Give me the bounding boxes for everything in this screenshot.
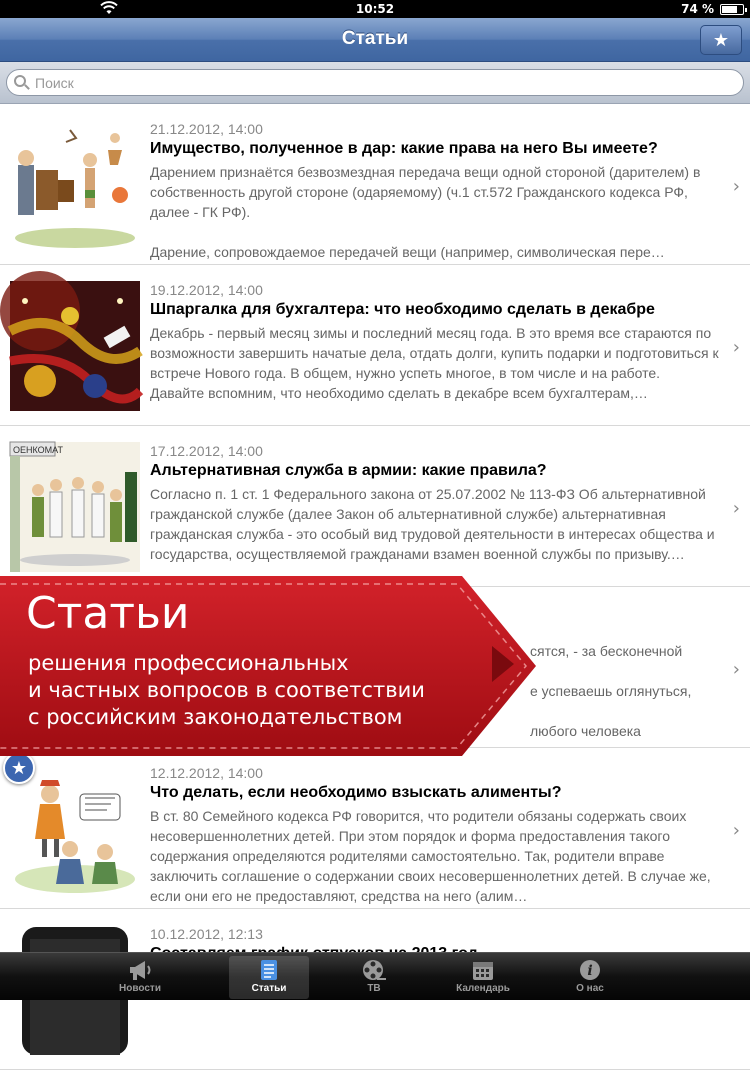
- article-date: 19.12.2012, 14:00: [150, 282, 263, 298]
- star-icon: ★: [712, 30, 730, 50]
- svg-text:i: i: [587, 963, 593, 979]
- search-field[interactable]: [6, 69, 744, 96]
- tab-tv[interactable]: [334, 956, 414, 999]
- tab-label: О нас: [576, 983, 604, 994]
- tab-calendar[interactable]: [443, 956, 523, 999]
- tab-label: Статьи: [251, 983, 287, 994]
- chevron-right-icon: ›: [732, 176, 740, 197]
- article-thumbnail: [10, 120, 140, 250]
- search-icon: [14, 75, 26, 87]
- tab-news[interactable]: [100, 956, 180, 999]
- search-bar: [0, 62, 750, 104]
- list-item[interactable]: [0, 426, 750, 587]
- tab-about[interactable]: [550, 956, 630, 999]
- chevron-right-icon: ›: [732, 498, 740, 519]
- list-item[interactable]: [0, 748, 750, 909]
- article-thumbnail: [10, 442, 140, 572]
- article-title: Альтернативная служба в армии: какие правила?: [150, 462, 547, 479]
- tab-articles[interactable]: [229, 956, 309, 999]
- article-date: 21.12.2012, 14:00: [150, 121, 263, 137]
- article-summary: сятся, - за бесконечной е успеваешь оглянуться, любого человека: [530, 643, 692, 739]
- calendar-icon: [443, 959, 523, 981]
- promo-banner: [0, 576, 540, 756]
- article-thumbnail: [10, 764, 140, 894]
- article-title: Шпаргалка для бухгалтера: что необходимо сделать в декабре: [150, 301, 655, 318]
- article-date: 12.12.2012, 14:00: [150, 765, 263, 781]
- favorite-star-icon: ★: [3, 752, 35, 784]
- article-date: 10.12.2012, 12:13: [150, 926, 263, 942]
- info-icon: [550, 959, 630, 981]
- article-list[interactable]: [0, 104, 750, 952]
- clock: 10:52: [355, 2, 395, 16]
- tab-label: Календарь: [456, 983, 510, 994]
- tab-label: Новости: [119, 983, 161, 994]
- promo-title: Статьи: [26, 588, 190, 639]
- document-icon: [229, 959, 309, 981]
- chevron-right-icon: ›: [732, 337, 740, 358]
- list-item[interactable]: [0, 265, 750, 426]
- article-date: 17.12.2012, 14:00: [150, 443, 263, 459]
- chevron-right-icon: ›: [732, 659, 740, 680]
- battery-fill: [722, 6, 737, 13]
- search-input[interactable]: [35, 73, 735, 93]
- nav-bar: [0, 18, 750, 62]
- promo-text: решения профессиональных и частных вопросов в соответствии с российским законодательством: [28, 651, 425, 729]
- article-summary: Декабрь - первый месяц зимы и последний месяц года. В это время все стараются по возможности завершить начатые дела, отдать долги, купить подарки и подготовиться к встрече Нового года. В общем, нужно успеть многое, в том числе и на работе. Давайте вспомним, что необходимо сделать в декабре всем бухгалтерам,…: [150, 325, 719, 401]
- status-bar: [0, 0, 750, 18]
- page-title: Статьи: [341, 28, 409, 49]
- article-thumbnail: [10, 281, 140, 411]
- article-title: Что делать, если необходимо взыскать алименты?: [150, 784, 562, 801]
- article-summary: Дарением признаётся безвозмездная передача вещи одной стороной (дарителем) в собственность другой стороне (одаряемому) (ч.1 ст.572 Гражданского кодекса РФ, далее - ГК РФ). Дарение, сопровождаемое передачей вещи (например, символическая пере…: [150, 164, 701, 260]
- battery-percent: 74 %: [681, 2, 714, 16]
- tab-bar: [0, 952, 750, 1000]
- megaphone-icon: [100, 959, 180, 981]
- battery-icon: [720, 4, 744, 15]
- svg-text:ОЕНКОМАТ: ОЕНКОМАТ: [13, 445, 63, 455]
- chevron-right-icon: ›: [732, 820, 740, 841]
- list-item[interactable]: [0, 104, 750, 265]
- article-title: Имущество, полученное в дар: какие права на него Вы имеете?: [150, 140, 658, 157]
- favorites-button[interactable]: [700, 25, 742, 55]
- article-summary: Согласно п. 1 ст. 1 Федерального закона от 25.07.2002 № 113-ФЗ Об альтернативной гражданской службе (далее Закон об альтернативной службе) альтернативная гражданская служба - это особый вид трудовой деятельности в интересах общества и государства, осуществляемой гражданами взамен военной службы по призыву.…: [150, 486, 715, 562]
- article-summary: В ст. 80 Семейного кодекса РФ говорится, что родители обязаны содержать своих несовершеннолетних детей. При этом порядок и форма предоставления такого содержания определяются родителями самостоятельно. Так, родители вправе заключить соглашение о содержании своих несовершеннолетних детей. В случае же, если они его не предоставляют, средства на него (алим…: [150, 808, 711, 904]
- film-reel-icon: [334, 959, 414, 981]
- tab-label: ТВ: [367, 983, 381, 994]
